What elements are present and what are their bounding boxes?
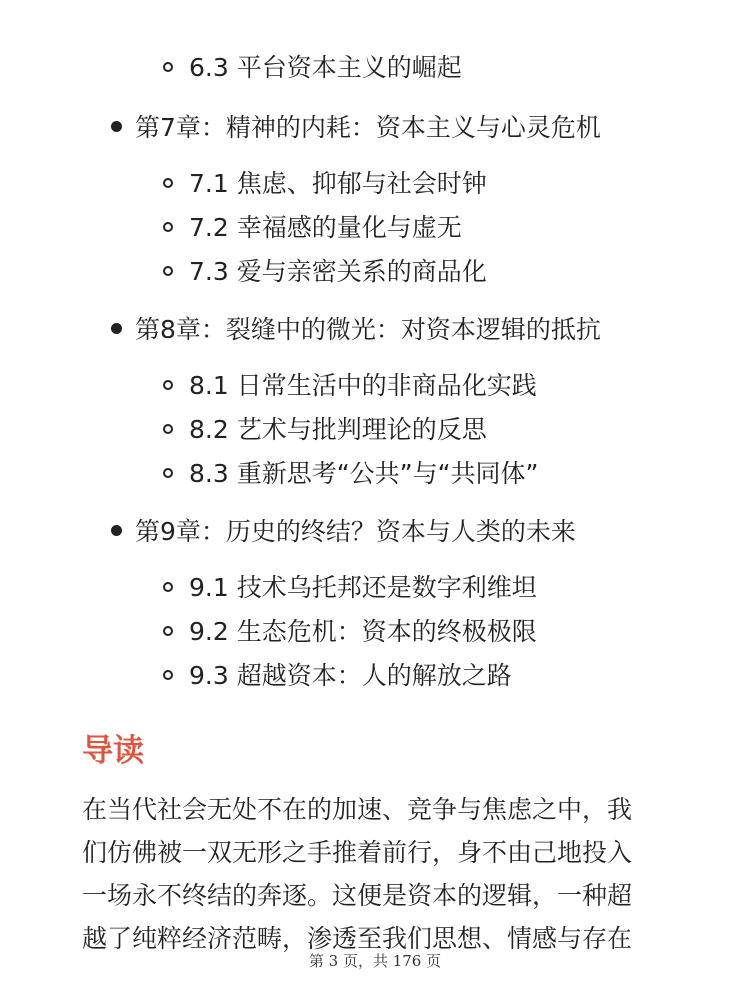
toc-section-label: 7.1 焦虑、抑郁与社会时钟 — [189, 169, 487, 198]
page-number-footer: 第 3 页，共 176 页 — [308, 952, 442, 970]
toc-section-label: 7.2 幸福感的量化与虚无 — [189, 213, 462, 242]
hollow-bullet-icon — [163, 468, 173, 478]
toc-section-7-3 — [0, 252, 750, 296]
toc-section-label: 6.3 平台资本主义的崛起 — [189, 53, 462, 82]
toc-chapter-label: 第7章：精神的内耗：资本主义与心灵危机 — [135, 113, 601, 142]
toc-section-8-1 — [0, 366, 750, 410]
toc-section-7-2 — [0, 208, 750, 252]
toc-section-8-2 — [0, 410, 750, 454]
hollow-bullet-icon — [163, 626, 173, 636]
toc-section-label: 7.3 爱与亲密关系的商品化 — [189, 257, 487, 286]
toc-section-9-1 — [0, 568, 750, 612]
hollow-bullet-icon — [163, 582, 173, 592]
filled-bullet-icon — [111, 525, 122, 536]
hollow-bullet-icon — [163, 670, 173, 680]
toc-section-label: 8.3 重新思考“公共”与“共同体” — [189, 459, 539, 488]
toc-section-8-3 — [0, 454, 750, 498]
filled-bullet-icon — [111, 121, 122, 132]
toc-section-9-3 — [0, 656, 750, 700]
toc-section-6-3 — [0, 48, 750, 92]
hollow-bullet-icon — [163, 222, 173, 232]
intro-line: 在当代社会无处不在的加速、竞争与焦虑之中，我 — [82, 795, 633, 824]
toc-section-label: 9.2 生态危机：资本的终极极限 — [189, 617, 537, 646]
hollow-bullet-icon — [163, 266, 173, 276]
toc-section-9-2 — [0, 612, 750, 656]
hollow-bullet-icon — [163, 424, 173, 434]
toc-chapter-9 — [0, 512, 750, 568]
toc-chapter-8 — [0, 310, 750, 366]
toc-section-label: 8.1 日常生活中的非商品化实践 — [189, 371, 537, 400]
toc-chapter-label: 第8章：裂缝中的微光：对资本逻辑的抵抗 — [135, 315, 601, 344]
toc-chapter-7 — [0, 108, 750, 164]
intro-heading: 导读 — [82, 733, 144, 769]
hollow-bullet-icon — [163, 380, 173, 390]
intro-paragraph — [82, 788, 672, 960]
toc-section-label: 9.1 技术乌托邦还是数字利维坦 — [189, 573, 537, 602]
toc-section-label: 8.2 艺术与批判理论的反思 — [189, 415, 487, 444]
intro-line: 越了纯粹经济范畴，渗透至我们思想、情感与存在 — [82, 924, 633, 953]
hollow-bullet-icon — [163, 62, 173, 72]
filled-bullet-icon — [111, 323, 122, 334]
table-of-contents — [0, 48, 750, 700]
intro-line: 们仿佛被一双无形之手推着前行，身不由己地投入 — [82, 838, 633, 867]
intro-line: 一场永不终结的奔逐。这便是资本的逻辑，一种超 — [82, 881, 633, 910]
hollow-bullet-icon — [163, 178, 173, 188]
toc-chapter-label: 第9章：历史的终结？资本与人类的未来 — [135, 517, 576, 546]
toc-section-7-1 — [0, 164, 750, 208]
toc-section-label: 9.3 超越资本：人的解放之路 — [189, 661, 512, 690]
